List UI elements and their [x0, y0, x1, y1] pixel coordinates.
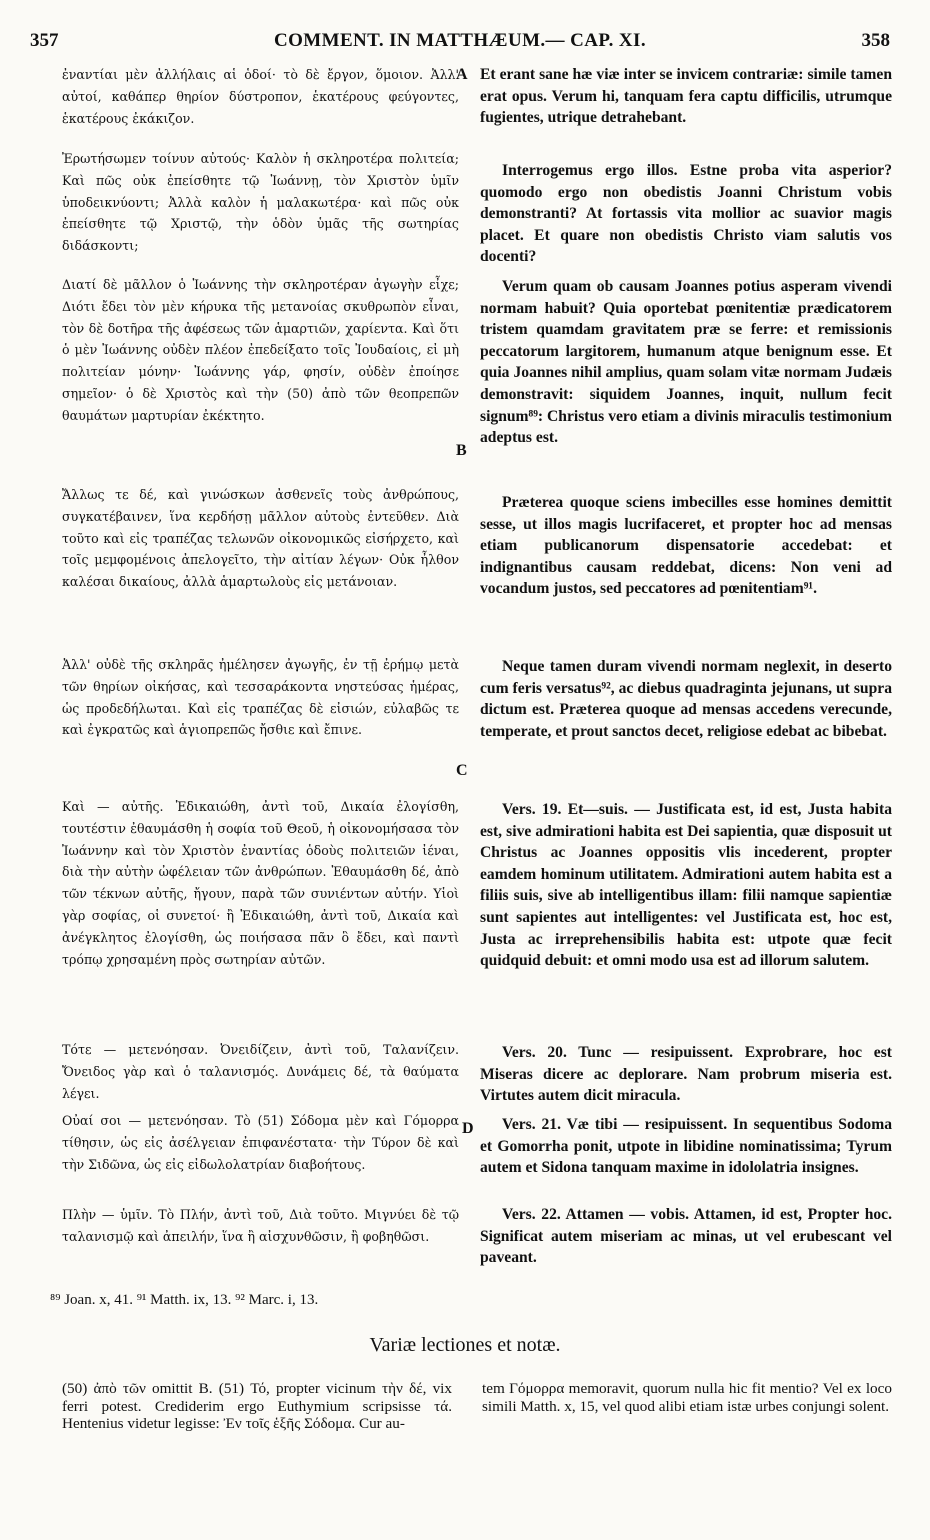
footnotes: ⁸⁹ Joan. x, 41. ⁹¹ Matth. ix, 13. ⁹² Marc. i, 13. — [50, 1292, 319, 1308]
greek-paragraph: ἐναντίαι μὲν ἀλλήλαις αἱ ὁδοί· τὸ δὲ ἔργον, ὅμοιον. Ἀλλ' αὐτοί, καθάπερ θηρίον δύστροπον, ἑκατέρους φεύγοντες, ἑκατέρους ἐκάκιζον. — [62, 67, 459, 126]
latin-paragraph: Verum quam ob causam Joannes potius asperam vivendi normam habuit? Quia oportebat pœnitentiæ prædicatorem tristem quamdam gravitatem præ se ferre: et remissionis peccatorum largitorem, humanum atque benignum esse. Et quia Joannes nihil amplius, quam solam vitæ normam Judæis demonstravit: siquidem Joannes, inquit, nullum fecit signum⁸⁹: Christus vero etiam a divinis miraculis testimonium adeptus est. — [480, 278, 892, 447]
greek-paragraph: Τότε — μετενόησαν. Ὀνειδίζειν, ἀντὶ τοῦ, Ταλανίζειν. Ὄνειδος γὰρ καὶ ὁ ταλανισμός. Δυνάμεις δέ, τὰ θαύματα λέγει. — [62, 1042, 459, 1101]
margin-marker: C — [456, 762, 468, 779]
greek-paragraph: Πλὴν — ὑμῖν. Τὸ Πλήν, ἀντὶ τοῦ, Διὰ τοῦτο. Μιγνύει δὲ τῷ ταλανισμῷ καὶ ἀπειλήν, ἵνα ἢ αἰσχυνθῶσιν, ἢ φοβηθῶσι. — [62, 1207, 459, 1244]
latin-paragraph: Interrogemus ergo illos. Estne proba vita asperior? quomodo ergo non obedistis Joanni Christum vobis demonstranti? At fortassis vita mollior ac suavior magis placet. Et quare non obedistis Christo viam salutis vos docenti? — [480, 162, 892, 266]
latin-paragraph: Præterea quoque sciens imbecilles esse homines demittit sesse, ut illos magis lucrifaceret, et propter hoc ad mensas etiam publicanorum dispensatorie accedebat: et indignantibus causam reddebat, dicens: Non veni ad vocandum justos, sed peccatores ad pœnitentiam⁹¹. — [480, 494, 892, 598]
latin-paragraph: Vers. 19. Et—suis. — Justificata est, id est, Justa habita est, sive admirationi habita est Dei sapientia, quæ disposuit ut Christus ac Joannes oppositis vlis incederent, propter eamdem hominum utilitatem. Admirationi autem habita est a filiis suis, sive ab intelligentibus illam: filii namque sapientiæ sunt sapientes aut intelligentes: vel Justificata est, hoc est, Justa ac irreprehensibilis habita est: utpote quæ fecit quidquid debuit: et omni modo usa est ad illorum salutem. — [480, 801, 892, 970]
page-header — [30, 30, 890, 60]
greek-paragraph: Ἄλλως τε δέ, καὶ γινώσκων ἀσθενεῖς τοὺς ἀνθρώπους, συγκατέβαινεν, ἵνα κερδήσῃ μᾶλλον αὐτοὺς ἐντεῦθεν. Διὰ τοῦτο καὶ εἰς τραπέζας τελωνῶν οἰκονομικῶς εἰσήρχετο, καὶ τοῖς μεμφομένοις ἀπελογεῖτο, τὴν αἰτίαν λέγων· Οὐκ ἦλθον καλέσαι δικαίους, ἀλλὰ ἁμαρτωλοὺς εἰς μετάνοιαν. — [62, 487, 459, 590]
latin-paragraph: Et erant sane hæ viæ inter se invicem contrariæ: simile tamen erat opus. Verum hi, tanquam fera captu difficilis, utrumque fugientes, utrique detrahebant. — [480, 66, 892, 127]
page-number-left: 357 — [30, 30, 59, 51]
page-number-right: 358 — [861, 30, 890, 51]
latin-paragraph: Vers. 22. Attamen — vobis. Attamen, id est, Propter hoc. Significat autem miseriam ac minas, ut vel erubescant vel paveant. — [480, 1206, 892, 1267]
latin-paragraph: Vers. 21. Væ tibi — resipuissent. In sequentibus Sodoma et Gomorrha ponit, utpote in libidine nominatissima; Tyrum autem et Sidona tanquam maxime in idololatria insignes. — [480, 1116, 892, 1177]
variae-notes-left: (50) ἀπὸ τῶν omittit B. (51) Τό, propter vicinum τὴν δέ, vix ferri potest. Crediderim ergo Euthymium scripsisse τά. Hentenius videtur legisse: Ἐν τοῖς ἑξῆς Σόδομα. Cur au- — [62, 1380, 452, 1433]
margin-marker: D — [462, 1120, 474, 1137]
margin-marker: B — [456, 442, 467, 459]
greek-paragraph: Καὶ — αὐτῆς. Ἐδικαιώθη, ἀντὶ τοῦ, Δικαία ἐλογίσθη, τουτέστιν ἐθαυμάσθη ἡ σοφία τοῦ Θεοῦ, ἡ οἰκονομήσασα τὸν Ἰωάννην καὶ τὸν Χριστὸν ἐναντίας ὁδοὺς πολιτειῶν ἰέναι, διὰ τὴν αὐτὴν ὠφέλειαν τῶν ἀνθρώπων. Ἐθαυμάσθη δέ, ἀπὸ τῶν τέκνων αὐτῆς, ἤγουν, παρὰ τῶν συνιέντων αὐτήν. Υἱοὶ γὰρ σοφίας, οἱ συνετοί· ἢ Ἐδικαιώθη, ἀντὶ τοῦ, Δικαία καὶ ἀνέγκλητος ἐλογίσθη, ὡς ποιήσασα πᾶν ὃ ἔδει, καὶ παντὶ τρόπῳ χρησαμένη πρὸς σωτηρίαν αὐτῶν. — [62, 799, 459, 967]
latin-paragraph: Vers. 20. Tunc — resipuissent. Exprobrare, hoc est Miseras dicere ac deplorare. Nam probrum miseria est. Virtutes autem dicit miracula. — [480, 1044, 892, 1105]
greek-paragraph: Οὐαί σοι — μετενόησαν. Τὸ (51) Σόδομα μὲν καὶ Γόμορρα τίθησιν, ὡς εἰς ἀσέλγειαν ἐπιφανέστατα· τὴν Τύρον δὲ καὶ τὴν Σιδῶνα, ὡς εἰς εἰδωλολατρίαν διαβοήτους. — [62, 1113, 459, 1172]
greek-paragraph: Ἐρωτήσωμεν τοίνυν αὐτούς· Καλὸν ἡ σκληροτέρα πολιτεία; Καὶ πῶς οὐκ ἐπείσθητε τῷ Ἰωάννῃ, τὸν Χριστὸν ὑμῖν ὑποδεικνύοντι; Ἀλλὰ καλὸν ἡ μαλακωτέρα· καὶ πῶς οὐκ ἐπείσθητε τῷ Χριστῷ, τὴν ὁδὸν ὑμᾶς τῆς σωτηρίας διδάσκοντι; — [62, 151, 459, 254]
greek-paragraph: Διατί δὲ μᾶλλον ὁ Ἰωάννης τὴν σκληροτέραν ἀγωγὴν εἶχε; Διότι ἔδει τὸν μὲν κήρυκα τῆς μετανοίας σκυθρωπὸν εἶναι, τὸν δὲ δοτῆρα τῆς ἀφέσεως τῶν ἁμαρτιῶν, χαρίεντα. Καὶ ὅτι ὁ μὲν Ἰωάννης οὐδὲν πλέον ἐπεδείξατο τοῖς Ἰουδαίοις, εἰ μὴ πολιτείαν μόνην· Ἰωάννης γάρ, φησίν, οὐδὲν ἐποίησε σημεῖον· ὁ δὲ Χριστὸς καὶ τὴν (50) ἀπὸ τῶν θεοπρεπῶν θαυμάτων μαρτυρίαν ἐκέκτητο. — [62, 277, 459, 423]
greek-paragraph: Ἀλλ' οὐδὲ τῆς σκληρᾶς ἠμέλησεν ἀγωγῆς, ἐν τῇ ἐρήμῳ μετὰ τῶν θηρίων οἰκήσας, καὶ τεσσαράκοντα νηστεύσας ἡμέρας, ὡς προδεδήλωται. Καὶ εἰς τραπέζας δὲ εἰσιών, εὐλαβῶς τε καὶ ἐγκρατῶς καὶ ἁγιοπρεπῶς ἤσθιε καὶ ἔπινε. — [62, 657, 459, 738]
running-title: COMMENT. IN MATTHÆUM.— CAP. XI. — [274, 30, 646, 51]
variae-notes-right: tem Γόμορρα memoravit, quorum nulla hic fit mentio? Vel ex loco simili Matth. x, 15, vel quod alibi etiam istæ urbes conjungi solent. — [482, 1380, 892, 1415]
margin-marker: A — [456, 66, 468, 83]
latin-paragraph: Neque tamen duram vivendi normam neglexit, in deserto cum feris versatus⁹², ac diebus quadraginta jejunans, ut supra dictum est. Præterea quoque ad mensas accedens verecunde, temperate, et prout sanctos decet, religiose edebat ac bibebat. — [480, 658, 892, 740]
variae-lectiones-title: Variæ lectiones et notæ. — [369, 1334, 561, 1356]
